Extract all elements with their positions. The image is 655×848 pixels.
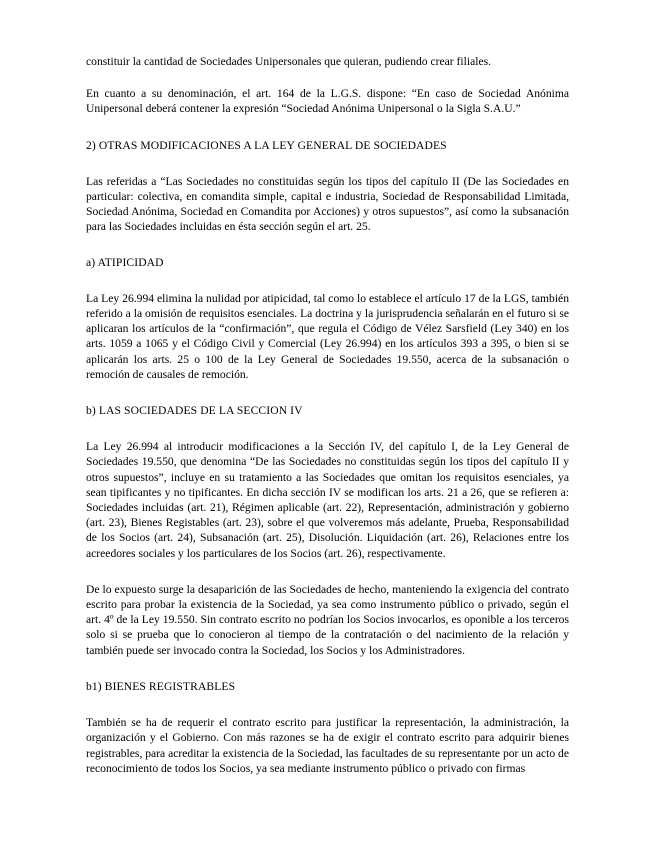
section-heading-otras-modificaciones: 2) OTRAS MODIFICACIONES A LA LEY GENERAL DE SOCIEDADES [86, 138, 447, 152]
paragraph-atipicidad: La Ley 26.994 elimina la nulidad por atipicidad, tal como lo establece el artículo 17 de la LGS, también referido a la omisión de requisitos esenciales. La doctrina y la jurisprudencia señalarán en el futuro si se aplicaran los artículos de la “confirmación”, que regula el Código de Vélez Sarsfield (Ley 340) en los arts. 1059 a 1065 y el Código Civil y Comercial (Ley 26.994) en los artículos 393 a 395, o bien si se aplicarán los arts. 25 o 100 de la Ley General de Sociedades 19.550, acerca de la subsanación o remoción de causales de remoción. [86, 291, 569, 381]
paragraph-referidas: Las referidas a “Las Sociedades no constituidas según los tipos del capítulo II (De las Sociedades en particular: colectiva, en comandita simple, capital e industria, Sociedad de Responsabilidad Limitada, Sociedad Anónima, Sociedad en Comandita por Acciones) y otros supuestos”, así como la subsanación para las Sociedades incluidas en ésta sección según el art. 25. [86, 174, 569, 234]
paragraph-continuation: constituir la cantidad de Sociedades Unipersonales que quieran, pudiendo crear filiales. [86, 55, 491, 68]
section-heading-atipicidad: a) ATIPICIDAD [86, 255, 164, 269]
section-heading-seccion-iv: b) LAS SOCIEDADES DE LA SECCION IV [86, 404, 303, 418]
paragraph-denominacion: En cuanto a su denominación, el art. 164 de la L.G.S. dispone: “En caso de Sociedad Anónima Unipersonal deberá contener la expresión “Sociedad Anónima Unipersonal o la Sigla S.A.U.” [86, 87, 569, 116]
paragraph-seccion-iv: La Ley 26.994 al introducir modificaciones a la Sección IV, del capítulo I, de la Ley General de Sociedades 19.550, que denomina “De las Sociedades no constituidas según los tipos del capítulo II y otros supuestos”, incluye en su tratamiento a las Sociedades que omitan los requisitos esenciales, ya sean tipificantes y no tipificantes. En dicha sección IV se modifican los arts. 21 a 26, que se refieren a: Sociedades incluidas (art. 21), Régimen aplicable (art. 22), Representación, administración y gobierno (art. 23), Bienes Registables (art. 23), sobre el que volveremos más adelante, Prueba, Responsabilidad de los Socios (art. 24), Subsanación (art. 25), Disolución. Liquidación (art. 26), Relaciones entre los acreedores sociales y los particulares de los Socios (art. 26), respectivamente. [86, 440, 569, 560]
paragraph-bienes-registrables: También se ha de requerir el contrato escrito para justificar la representación, la administración, la organización y el Gobierno. Con más razones se ha de exigir el contrato escrito para adquirir bienes registrables, para acreditar la existencia de la Sociedad, las facultades de su representante por un acto de reconocimiento de todos los Socios, ya sea mediante instrumento público o privado con firmas [86, 716, 569, 775]
section-heading-bienes-registrables: b1) BIENES REGISTRABLES [86, 679, 236, 693]
paragraph-sociedades-de-hecho: De lo expuesto surge la desaparición de las Sociedades de hecho, manteniendo la exigencia del contrato escrito para probar la existencia de la Sociedad, ya sea como instrumento público o privado, según el art. 4º de la Ley 19.550. Sin contrato escrito no podrían los Socios invocarlos, es oponible a los terceros solo si se prueba que lo conocieron al tiempo de la contratación o del nacimiento de la relación y también puede ser invocado contra la Sociedad, los Socios y los Administradores. [86, 582, 569, 657]
